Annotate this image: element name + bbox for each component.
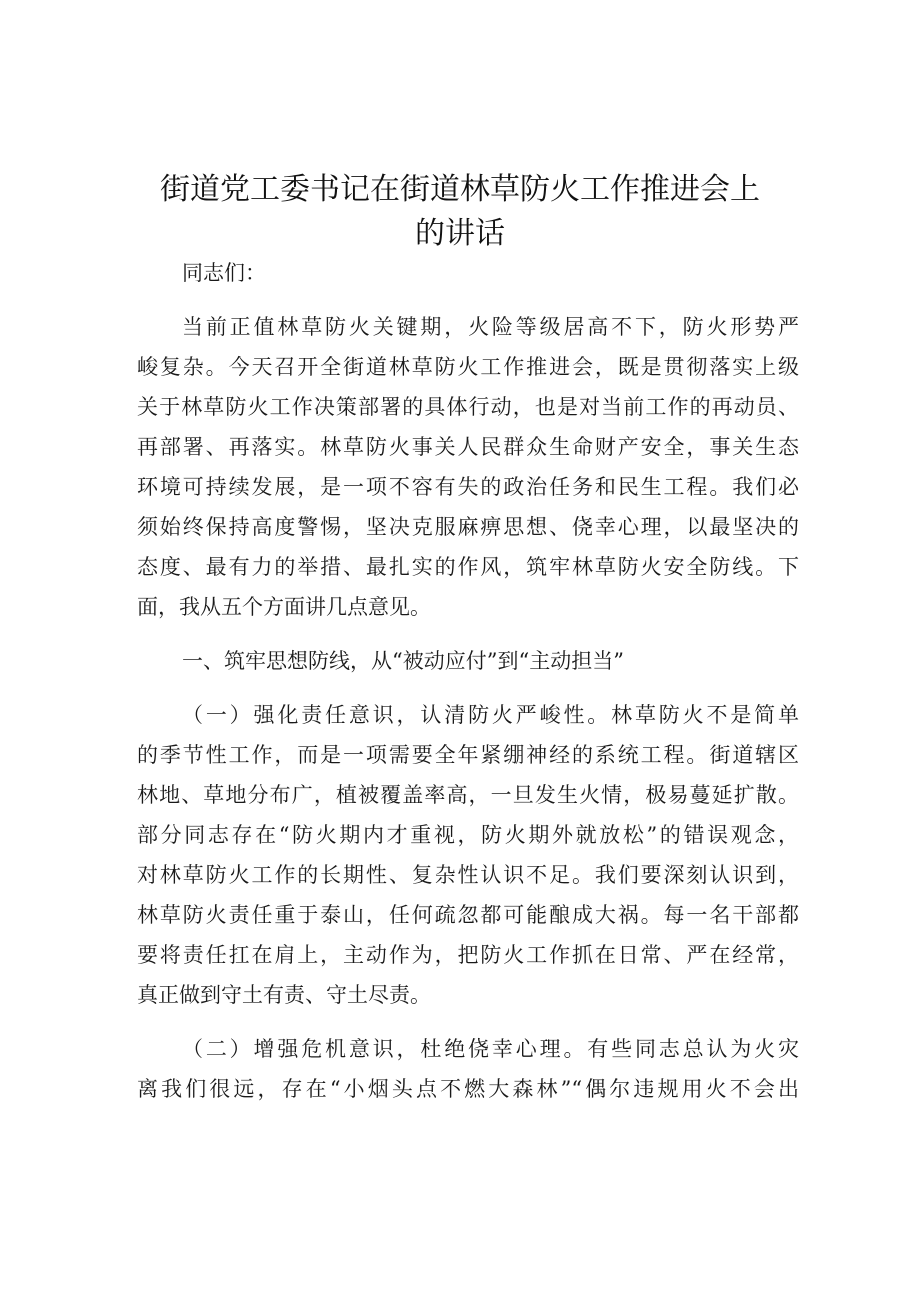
paragraph-2-line-5: 对林草防火工作的长期性、复杂性认识不足。我们要深刻认识到， <box>137 863 799 887</box>
paragraph-1-line-3: 关于林草防火工作决策部署的具体行动，也是对当前工作的再动员、 <box>137 395 799 419</box>
paragraph-3-line-1: （二）增强危机意识，杜绝侥幸心理。有些同志总认为火灾 <box>182 1037 799 1061</box>
salutation: 同志们： <box>182 261 266 285</box>
paragraph-1-line-5: 环境可持续发展，是一项不容有失的政治任务和民生工程。我们必 <box>137 475 799 499</box>
section-1-heading: 一、筑牢思想防线，从“被动应付”到“主动担当” <box>182 649 624 673</box>
paragraph-2-line-8: 真正做到守土有责、守土尽责。 <box>137 983 431 1007</box>
paragraph-2-line-1: （一）强化责任意识，认清防火严峻性。林草防火不是简单 <box>182 703 799 727</box>
paragraph-2-line-3: 林地、草地分布广，植被覆盖率高，一旦发生火情，极易蔓延扩散。 <box>137 783 799 807</box>
document-title-line-1: 街道党工委书记在街道林草防火工作推进会上 <box>160 172 760 207</box>
paragraph-2-line-7: 要将责任扛在肩上，主动作为，把防火工作抓在日常、严在经常， <box>137 943 799 967</box>
paragraph-2-line-4: 部分同志存在“防火期内才重视，防火期外就放松”的错误观念， <box>137 823 799 847</box>
document-title-line-2: 的讲话 <box>415 216 505 251</box>
paragraph-1-line-6: 须始终保持高度警惕，坚决克服麻痹思想、侥幸心理，以最坚决的 <box>137 515 799 539</box>
paragraph-1-line-1: 当前正值林草防火关键期，火险等级居高不下，防火形势严 <box>182 315 799 339</box>
paragraph-2-line-6: 林草防火责任重于泰山，任何疏忽都可能酿成大祸。每一名干部都 <box>137 903 799 927</box>
paragraph-1-line-7: 态度、最有力的举措、最扎实的作风，筑牢林草防火安全防线。下 <box>137 555 799 579</box>
paragraph-3-line-2: 离我们很远，存在“小烟头点不燃大森林”“偶尔违规用火不会出 <box>137 1077 799 1101</box>
paragraph-1-line-2: 峻复杂。今天召开全街道林草防火工作推进会，既是贯彻落实上级 <box>137 355 799 379</box>
paragraph-1-line-4: 再部署、再落实。林草防火事关人民群众生命财产安全，事关生态 <box>137 435 799 459</box>
paragraph-1-line-8: 面，我从五个方面讲几点意见。 <box>137 595 431 619</box>
paragraph-2-line-2: 的季节性工作，而是一项需要全年紧绷神经的系统工程。街道辖区 <box>137 743 799 767</box>
